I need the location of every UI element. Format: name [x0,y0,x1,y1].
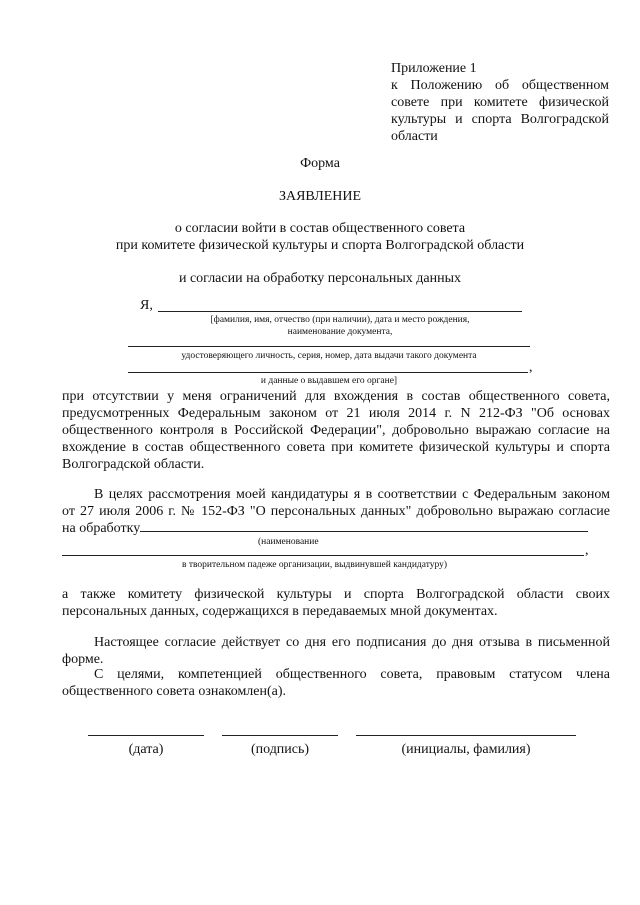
applicant-prefix: Я, [140,298,153,313]
text-line: вхождение в состав общественного совета при комитете физической культуры и спорта [62,440,610,455]
date-field[interactable] [88,735,204,736]
paragraph-validity [62,634,610,668]
subtitle-line: при комитете физической культуры и спорта Волгоградской области [115,238,525,253]
text-line: В целях рассмотрения моей кандидатуры я в соответствии с Федеральным законом [94,487,610,502]
subtitle-line: о согласии войти в состав общественного совета [174,221,466,236]
appendix-line: совете при комитете физической [391,95,609,110]
text-line: Волгоградской области. [62,457,205,472]
paragraph-committee [62,586,610,620]
organization-line-end: , [585,543,589,558]
appendix-line: области [391,129,438,144]
text-line: а также комитету физической культуры и спорта Волгоградской области своих [62,587,610,602]
applicant-name-field[interactable] [158,311,522,312]
subtitle-line: и согласии на обработку персональных данных [178,271,462,286]
text-line: Настоящее согласие действует со дня его подписания до дня отзыва в письменной [94,635,610,650]
applicant-issuer-field[interactable] [128,372,528,373]
applicant-document-field[interactable] [128,346,530,347]
applicant-hint: [фамилия, имя, отчество (при наличии), дата и место рождения, [210,315,470,325]
document-title: ЗАЯВЛЕНИЕ [278,189,362,204]
organization-hint: в творительном падеже организации, выдвинувшей кандидатуру) [182,560,448,570]
organization-field[interactable] [140,531,588,532]
text-line: при отсутствии у меня ограничений для вхождения в состав общественного совета, [62,389,610,404]
name-label: (инициалы, фамилия) [401,742,531,757]
date-label: (дата) [128,742,164,757]
paragraph-personal-data [62,486,610,537]
text-line: от 27 июля 2006 г. № 152-ФЗ "О персональных данных" добровольно выражаю согласие [62,504,610,519]
signature-label: (подпись) [250,742,310,757]
appendix-block [391,60,609,145]
text-line: форме. [62,652,104,667]
text-line: персональных данных, содержащихся в передаваемых мной документах. [62,604,498,619]
organization-field-line2[interactable] [62,555,584,556]
applicant-line-end: , [529,360,533,375]
applicant-hint: удостоверяющего личность, серия, номер, дата выдачи такого документа [181,351,477,361]
appendix-line: Приложение 1 [391,61,477,76]
appendix-line: культуры и спорта Волгоградской [391,112,609,127]
text-line: С целями, компетенцией общественного совета, правовым статусом члена [94,667,610,682]
text-line: предусмотренных Федеральным законом от 21 июля 2014 г. N 212-ФЗ "Об основах [62,406,610,421]
name-field[interactable] [356,735,576,736]
applicant-hint: и данные о выдавшем его органе] [260,376,398,386]
signature-field[interactable] [222,735,338,736]
text-line: общественного совета ознакомлен(а). [62,684,287,699]
form-label: Форма [300,156,340,171]
paragraph-acknowledgement [62,666,610,700]
text-line: общественного контроля в Российской Федерации", добровольно выражаю согласие на [62,423,610,438]
organization-hint: (наименование [258,537,319,547]
applicant-hint: наименование документа, [287,327,393,337]
text-line: на обработку [62,521,141,536]
paragraph-consent [62,388,610,473]
appendix-line: к Положению об общественном [391,78,609,93]
